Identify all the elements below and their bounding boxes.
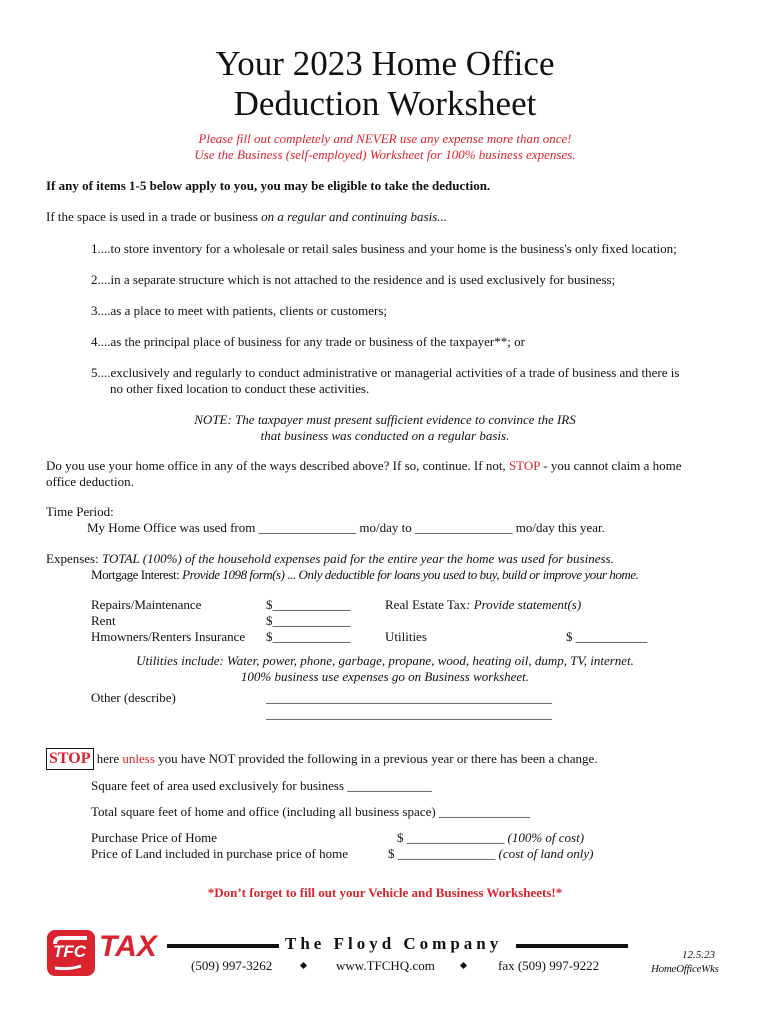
footer-phone: (509) 997-3262	[191, 958, 273, 973]
intro-lead-italic: on a regular and continuing basis...	[261, 209, 448, 224]
time-period-label: Time Period:	[46, 504, 114, 519]
item-5-line1: 5....exclusively and regularly to conduct administrative or managerial activities of a trade of business and there is	[91, 365, 680, 380]
item-5-line2: no other fixed location to conduct these activities.	[110, 381, 370, 396]
land-field[interactable]	[388, 846, 593, 862]
real-estate-label: Real Estate Tax	[385, 597, 467, 612]
real-estate-note: : Provide statement(s)	[466, 597, 582, 612]
total-sqft-field[interactable]: Total square feet of home and office (including all business space) ______________	[91, 804, 530, 819]
tfc-logo-mark	[47, 930, 95, 976]
revision-date: 12.5.23	[682, 949, 715, 961]
tfc-logo-letters: TFC	[53, 942, 87, 961]
purchase-note: (100% of cost)	[507, 830, 585, 845]
mortgage-label: Mortgage Interest:	[91, 567, 183, 582]
stop-rest: you have NOT provided the following in a previous year or there has been a change.	[154, 751, 598, 766]
real-estate-line	[385, 597, 581, 613]
form-code: HomeOfficeWks	[651, 963, 719, 975]
intro-lead: If the space is used in a trade or business	[46, 209, 262, 224]
footer-website[interactable]: www.TFCHQ.com	[336, 958, 435, 973]
purchase-field[interactable]	[397, 830, 584, 846]
purchase-blank: $ _______________	[397, 830, 508, 845]
utilities-label: Utilities	[385, 629, 427, 644]
mortgage-italic: Provide 1098 form(s) ... Only deductible for loans you used to buy, build or improve your home.	[182, 567, 639, 582]
expenses-intro	[46, 551, 614, 567]
subtitle-line2: Use the Business (self-employed) Worksheet for 100% business expenses.	[194, 147, 576, 162]
stop-here: here	[93, 751, 123, 766]
question-stop: STOP	[508, 458, 541, 473]
item-1: 1....to store inventory for a wholesale or retail sales business and your home is the business's only fixed location;	[91, 241, 677, 256]
footer-rule-left	[167, 944, 279, 948]
company-name: The Floyd Company	[285, 934, 503, 953]
question-line2: office deduction.	[46, 474, 134, 489]
diamond-icon	[300, 962, 307, 969]
diamond-icon	[460, 962, 467, 969]
purchase-label: Purchase Price of Home	[91, 830, 217, 845]
other-field-line1[interactable]: ____________________________________________	[266, 690, 552, 705]
item-3: 3....as a place to meet with patients, clients or customers;	[91, 303, 388, 318]
eligibility-heading: If any of items 1-5 below apply to you, you may be eligible to take the deduction.	[46, 178, 491, 193]
note-line1: NOTE: The taxpayer must present sufficient evidence to convince the IRS	[194, 412, 576, 427]
utilities-note-line1: Utilities include: Water, power, phone, garbage, propane, wood, heating oil, dump, TV, internet.	[136, 653, 634, 668]
question-part1: Do you use your home office in any of the ways described above? If so, continue. If not,	[46, 458, 509, 473]
land-label: Price of Land included in purchase price of home	[91, 846, 349, 861]
intro-line	[46, 209, 447, 225]
homeowners-label: Hmowners/Renters Insurance	[91, 629, 246, 644]
stop-badge: STOP	[46, 748, 94, 770]
footer-fax: fax (509) 997-9222	[498, 958, 600, 973]
mortgage-line	[91, 567, 638, 583]
expenses-label: Expenses:	[46, 551, 102, 566]
time-period-field[interactable]: My Home Office was used from _______________ mo/day to _______________ mo/day this year.	[87, 520, 605, 535]
sqft-field[interactable]: Square feet of area used exclusively for business _____________	[91, 778, 432, 793]
item-2: 2....in a separate structure which is not attached to the residence and is used exclusively for business;	[91, 272, 616, 287]
other-label: Other (describe)	[91, 690, 176, 705]
homeowners-field[interactable]: $____________	[266, 629, 351, 644]
rent-label: Rent	[91, 613, 116, 628]
repairs-field[interactable]: $____________	[266, 597, 351, 612]
note-line2: that business was conducted on a regular basis.	[260, 428, 510, 443]
subtitle-line1: Please fill out completely and NEVER use any expense more than once!	[198, 131, 572, 146]
land-blank: $ _______________	[388, 846, 499, 861]
page-title-line2: Deduction Worksheet	[233, 84, 537, 123]
expenses-italic: TOTAL (100%) of the household expenses paid for the entire year the home was used for business.	[101, 551, 614, 566]
utilities-field[interactable]: $ ___________	[566, 629, 648, 644]
repairs-label: Repairs/Maintenance	[91, 597, 202, 612]
utilities-note-line2: 100% business use expenses go on Business worksheet.	[240, 669, 530, 684]
question-line1	[46, 458, 682, 474]
item-4: 4....as the principal place of business for any trade or business of the taxpayer**; or	[91, 334, 525, 349]
stop-line	[46, 748, 598, 770]
footer-rule-right	[516, 944, 628, 948]
stop-unless: unless	[122, 751, 155, 766]
land-note: (cost of land only)	[498, 846, 594, 861]
rent-field[interactable]: $____________	[266, 613, 351, 628]
tax-logo-text: TAX	[99, 930, 157, 963]
page-title-line1: Your 2023 Home Office	[215, 44, 555, 83]
other-field-line2[interactable]: ____________________________________________	[266, 706, 552, 721]
reminder-text: *Don’t forget to fill out your Vehicle and Business Worksheets!*	[207, 885, 563, 900]
question-part2: - you cannot claim a home	[540, 458, 682, 473]
